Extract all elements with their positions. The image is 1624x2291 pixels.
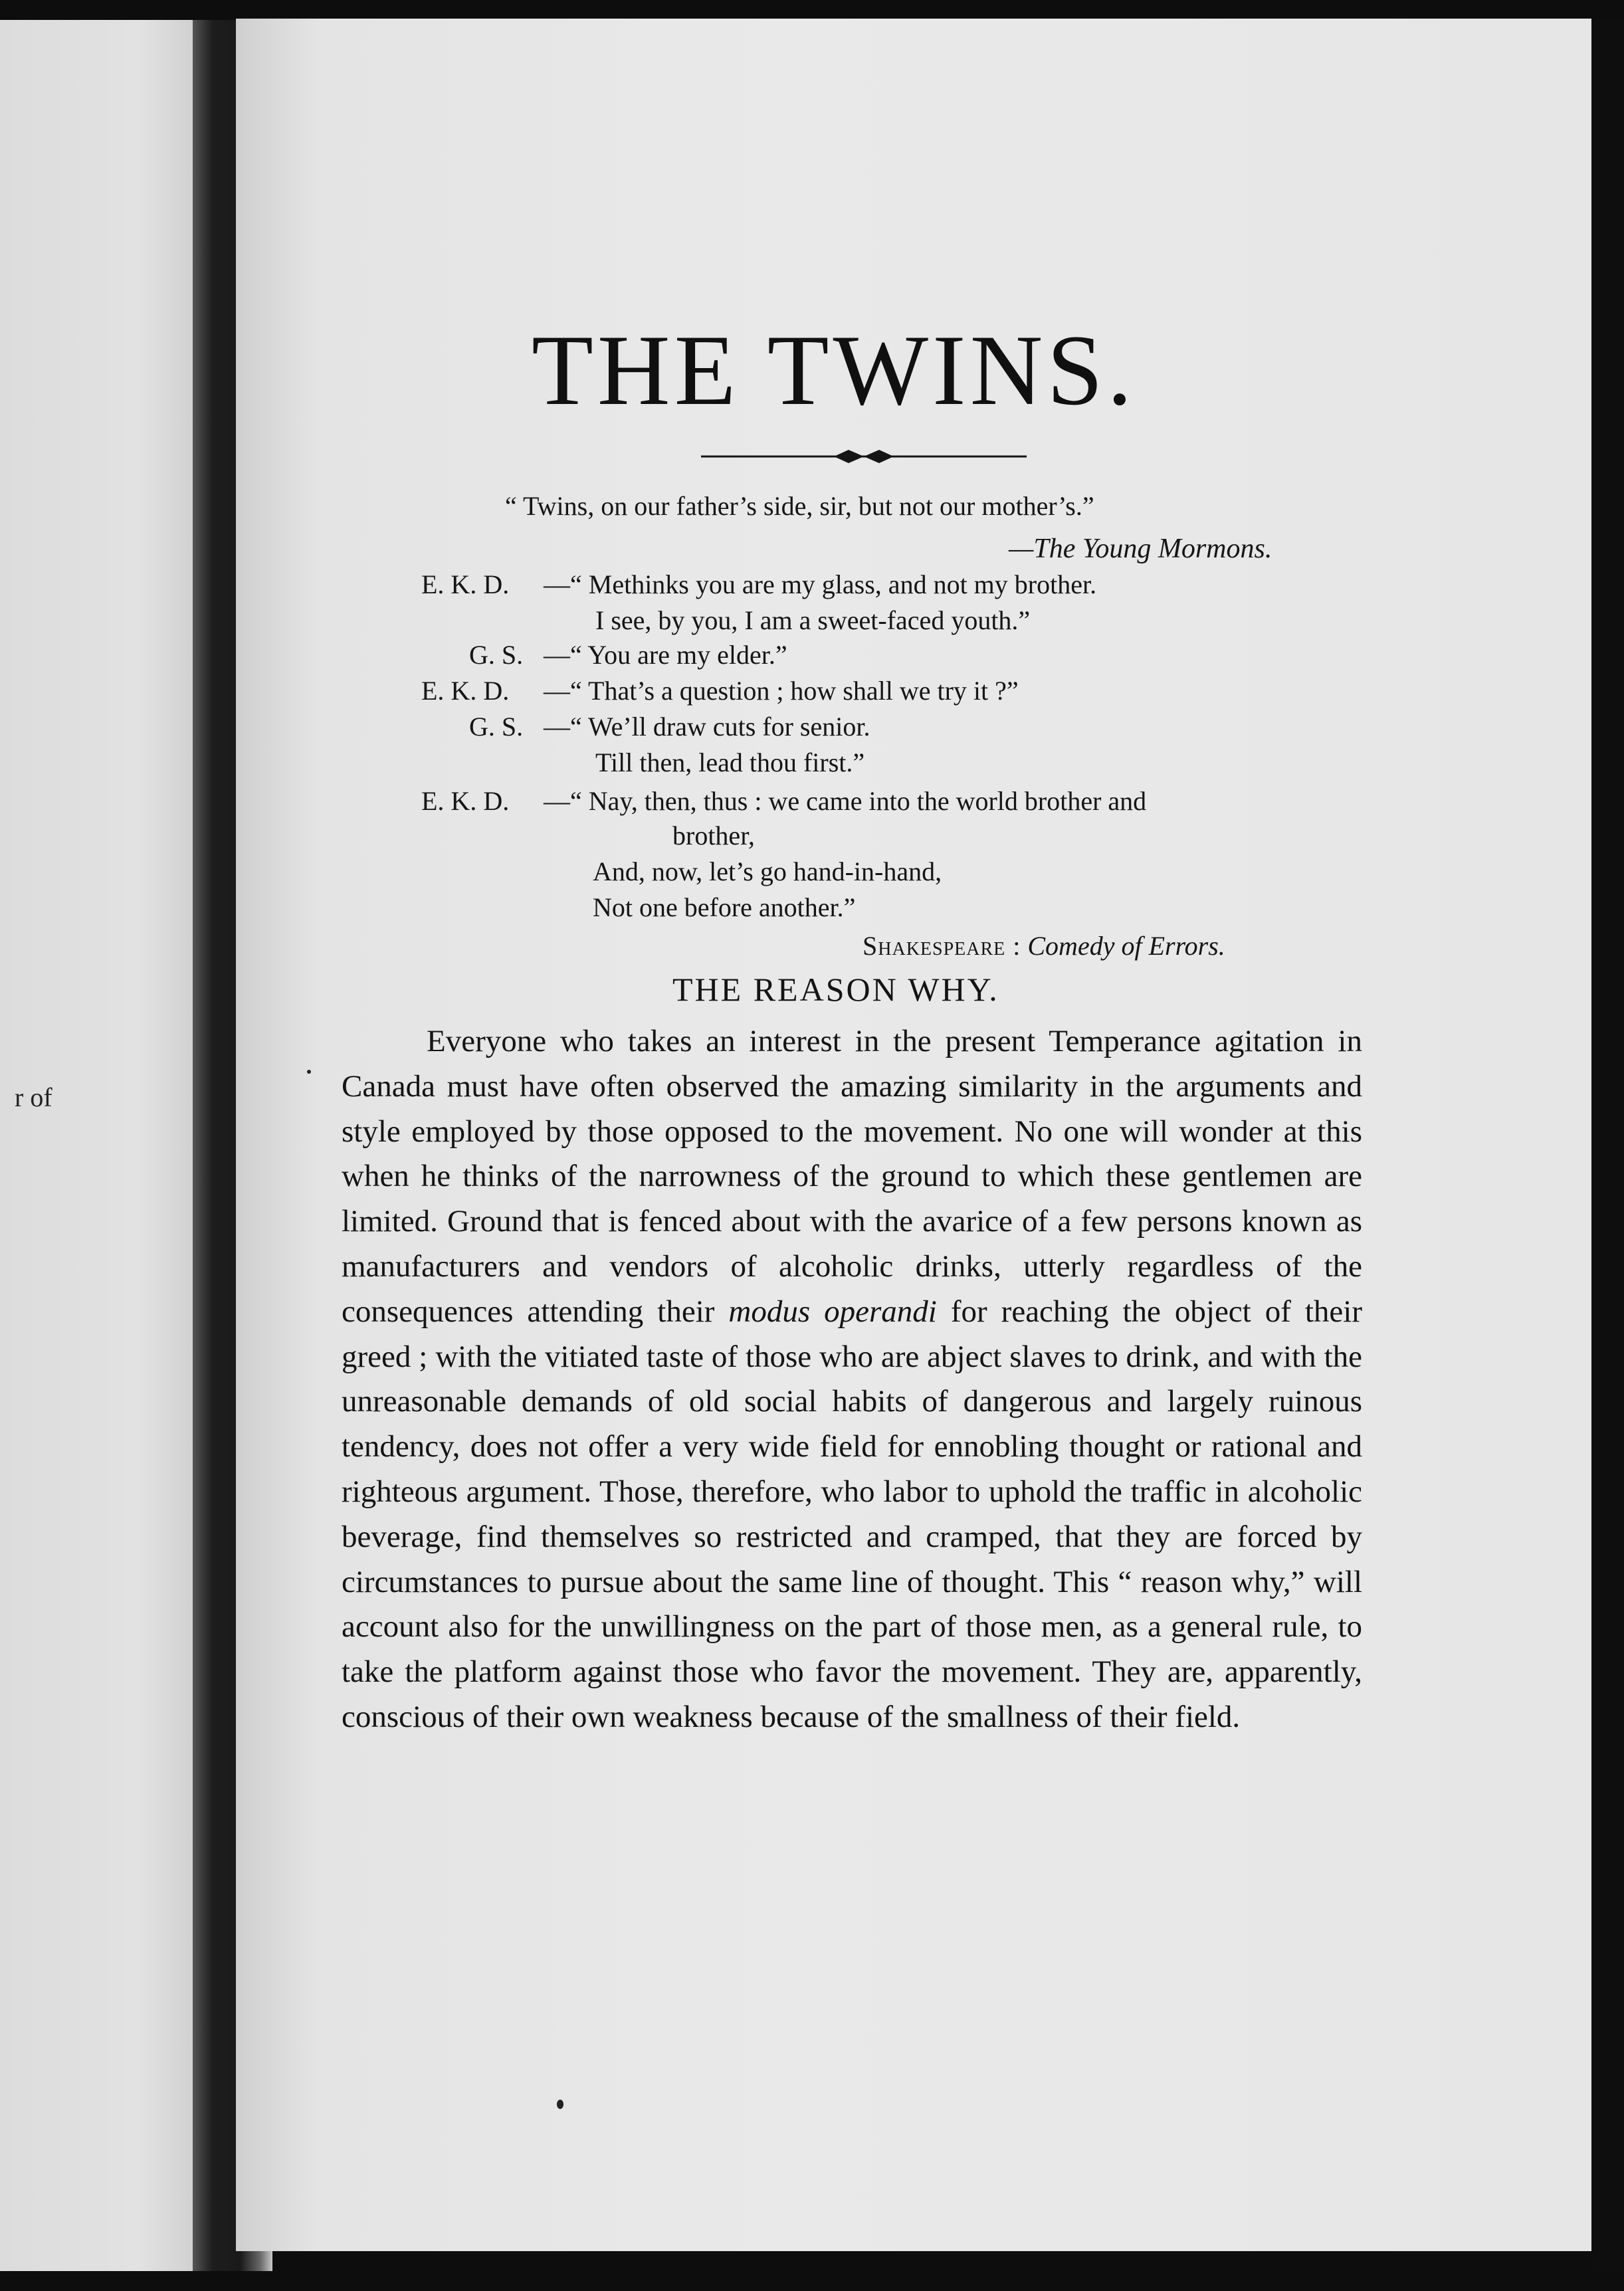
dialogue-line: —“ Nay, then, thus : we came into the world brother and (544, 786, 1147, 816)
paragraph-italic-phrase: modus operandi (728, 1294, 937, 1329)
section-title: THE REASON WHY. (672, 971, 999, 1008)
source-work: Comedy of Errors. (1027, 931, 1225, 961)
dialogue-line: —“ We’ll draw cuts for senior. (544, 712, 870, 742)
dialogue-line: And, now, let’s go hand-in-hand, (593, 856, 942, 886)
left-page-text-fragment: r of (15, 1082, 52, 1112)
epigraph-attribution: —The Young Mormons. (1009, 534, 1272, 564)
dialogue-line: I see, by you, I am a sweet-faced youth.” (595, 605, 1031, 635)
dialogue-speaker: E. K. D. (421, 786, 510, 816)
page-title: THE TWINS. (532, 314, 1136, 426)
body-paragraph (342, 1019, 1362, 1740)
paragraph-text-part1: Everyone who takes an interest in the present Temperance agitation in Canada must have often observed the amazing similarity in the arguments and style employed by those opposed to the movement. No one will wonder at this when he thinks of the narrowness of the ground to which these gentlemen are limited. Ground that is fenced about with the avarice of a few persons known as manufacturers and vendors of alcoholic drinks, utterly regardless of the consequences attending their (342, 1024, 1362, 1329)
source-author: Shakespeare : (863, 931, 1021, 961)
paragraph-text-part2: for reaching the object of their greed ; with the vitiated taste of those who are abject slaves to drink, and with the unreasonable demands of old social habits of dangerous and largely ruinous tendency, does not offer a very wide field for ennobling thought or rational and righteous argument. Those, therefore, who labor to uphold the traffic in alcoholic beverage, find themselves so restricted and cramped, that they are forced by circumstances to pursue about the same line of thought. This “ reason why,” will account also for the unwillingness on the part of those men, as a general rule, to take the platform against those who favor the movement. They are, apparently, conscious of their own weakness because of the smallness of their field. (342, 1294, 1362, 1734)
page-speck (307, 1070, 311, 1074)
dialogue-line: —“ That’s a question ; how shall we try it ?” (544, 676, 1019, 706)
epigraph-quote: “ Twins, on our father’s side, sir, but not our mother’s.” (505, 491, 1094, 521)
left-page (0, 20, 199, 2271)
dialogue-line: Till then, lead thou first.” (595, 747, 865, 777)
page-edge-shadow (1591, 19, 1624, 2271)
dialogue-speaker: E. K. D. (421, 569, 510, 599)
dialogue-line: —“ You are my elder.” (544, 640, 787, 670)
dialogue-speaker: G. S. (469, 712, 524, 742)
page-speck (557, 2100, 563, 2109)
dialogue-speaker: G. S. (469, 640, 524, 670)
dialogue-speaker: E. K. D. (421, 676, 510, 706)
dialogue-line: —“ Methinks you are my glass, and not my brother. (544, 569, 1097, 599)
dialogue-line: brother, (672, 821, 755, 850)
divider-ornament-icon (701, 447, 1027, 466)
source-citation (863, 930, 1225, 961)
dialogue-line: Not one before another.” (593, 892, 856, 922)
